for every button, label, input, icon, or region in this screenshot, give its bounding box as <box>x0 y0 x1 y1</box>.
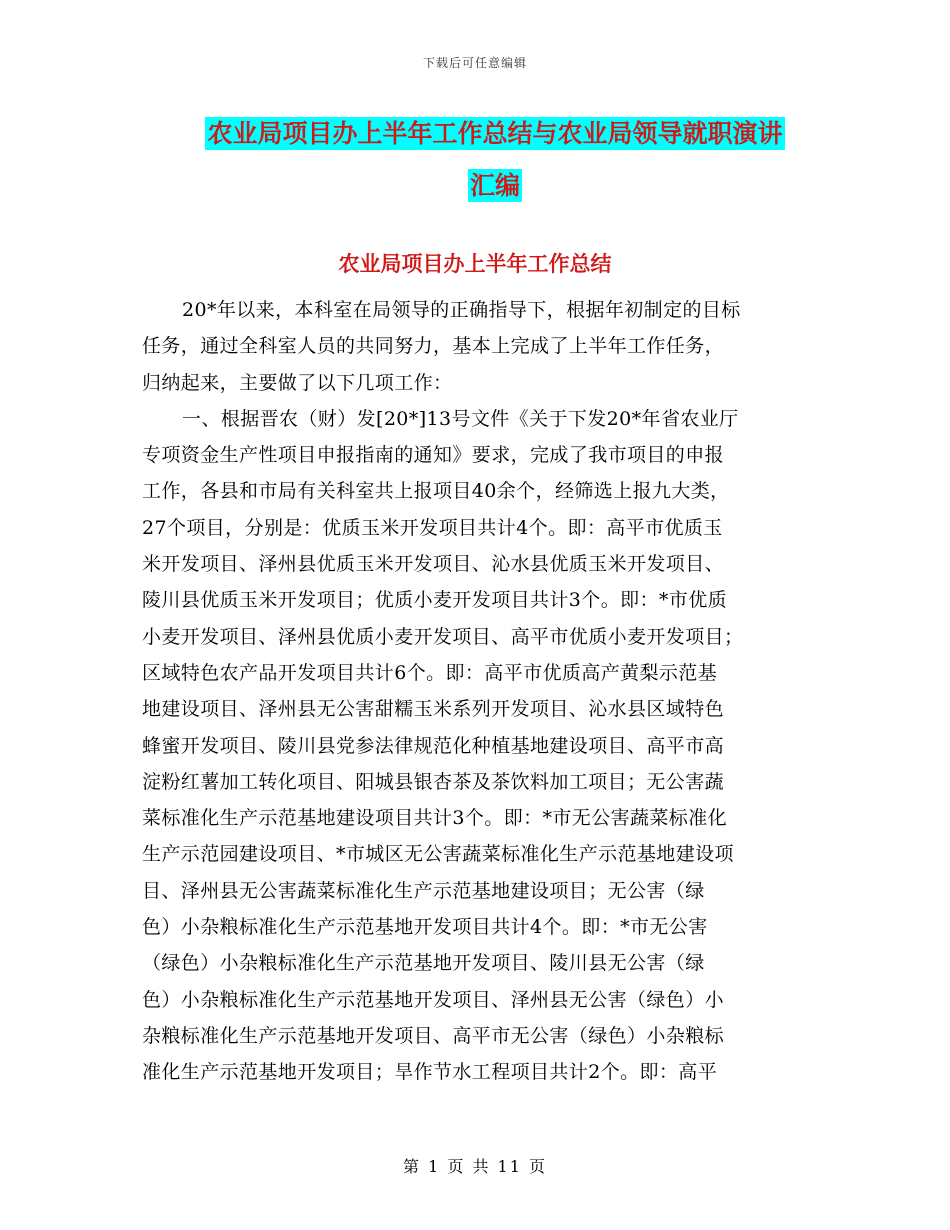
body-line: 27个项目，分别是：优质玉米开发项目共计4个。即：高平市优质玉 <box>142 516 723 539</box>
body-line: 小麦开发项目、泽州县优质小麦开发项目、高平市优质小麦开发项目； <box>142 625 744 648</box>
body-line: 杂粮标准化生产示范基地开发项目、高平市无公害（绿色）小杂粮标 <box>142 1024 725 1047</box>
body-line: 蜂蜜开发项目、陵川县党参法律规范化种植基地建设项目、高平市高 <box>142 734 725 757</box>
body-line: 目、泽州县无公害蔬菜标准化生产示范基地建设项目；无公害（绿 <box>142 879 705 902</box>
body-line: 归纳起来，主要做了以下几项工作： <box>142 371 453 394</box>
body-line: 菜标准化生产示范基地建设项目共计3个。即：*市无公害蔬菜标准化 <box>142 807 727 830</box>
body-line: 专项资金生产性项目申报指南的通知》要求，完成了我市项目的申报 <box>142 444 725 467</box>
body-line: 色）小杂粮标准化生产示范基地开发项目、泽州县无公害（绿色）小 <box>142 988 725 1011</box>
title-highlight-2: 汇编 <box>469 171 520 200</box>
body-line: 米开发项目、泽州县优质玉米开发项目、沁水县优质玉米开发项目、 <box>142 553 725 576</box>
body-line: 一、根据晋农（财）发[20*]13号文件《关于下发20*年省农业厅 <box>182 407 739 430</box>
body-line: 淀粉红薯加工转化项目、阳城县银杏茶及茶饮料加工项目；无公害蔬 <box>142 770 725 793</box>
body-line: 准化生产示范基地开发项目；旱作节水工程项目共计2个。即：高平 <box>142 1061 718 1084</box>
body-line: 地建设项目、泽州县无公害甜糯玉米系列开发项目、沁水县区域特色 <box>142 698 725 721</box>
body-line: 任务，通过全科室人员的共同努力，基本上完成了上半年工作任务， <box>142 335 725 358</box>
document-title-line-2 <box>150 160 840 212</box>
page-footer: 第 1 页 共 11 页 <box>403 1157 547 1176</box>
title-highlight-1: 农业局项目办上半年工作总结与农业局领导就职演讲 <box>207 119 783 148</box>
document-title-line-1 <box>150 108 840 160</box>
section-title: 农业局项目办上半年工作总结 <box>338 252 612 276</box>
body-line: 工作，各县和市局有关科室共上报项目40余个，经筛选上报九大类， <box>142 480 730 503</box>
body-line: 生产示范园建设项目、*市城区无公害蔬菜标准化生产示范基地建设项 <box>142 843 734 866</box>
header-note: 下载后可任意编辑 <box>422 56 527 70</box>
document-title <box>150 108 840 212</box>
body-line: 20*年以来，本科室在局领导的正确指导下，根据年初制定的目标 <box>182 299 741 321</box>
body-text <box>142 292 812 1091</box>
body-line: 区域特色农产品开发项目共计6个。即：高平市优质高产黄梨示范基 <box>142 661 718 684</box>
body-line: 陵川县优质玉米开发项目；优质小麦开发项目共计3个。即：*市优质 <box>142 589 727 612</box>
body-line: （绿色）小杂粮标准化生产示范基地开发项目、陵川县无公害（绿 <box>142 952 705 975</box>
body-line: 色）小杂粮标准化生产示范基地开发项目共计4个。即：*市无公害 <box>142 916 708 939</box>
